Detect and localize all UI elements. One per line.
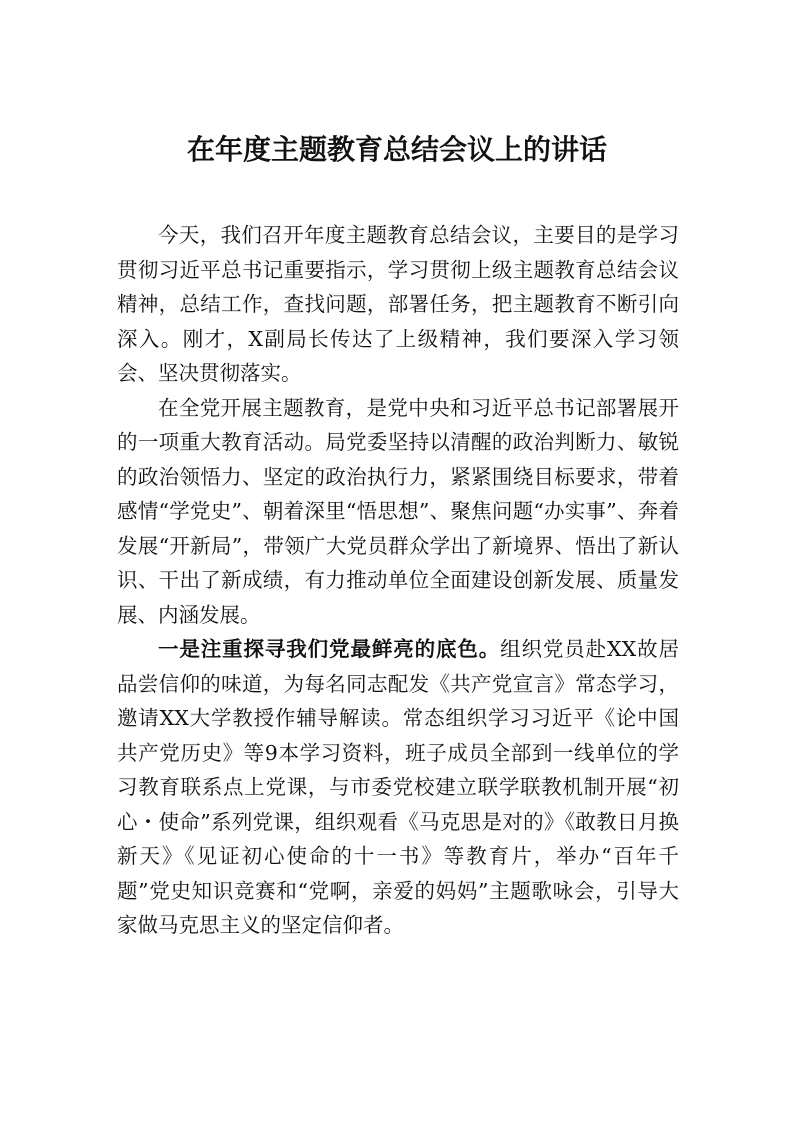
document-title: 在年度主题教育总结会议上的讲话 [186, 133, 607, 166]
paragraph-3-lead: 一是注重探寻我们党最鲜亮的底色。 [158, 637, 501, 661]
paragraph-3-text: 组织党员赴XX故居品尝信仰的味道，为每名同志配发《共产党宣言》常态学习，邀请XX大学教授作辅导解读。常态组织学习习近平《论中国共产党历史》等9本学习资料，班子成员全部到一线单位的学习教育联系点上党课，与市委党校建立联学联教机制开展“初心・使命”系列党课，组织观看《马克思是对的》《敢教日月换新天》《见证初心使命的十一书》等教育片，举办“百年千题”党史知识竞赛和“党啊，亲爱的妈妈”主题歌咏会，引导大家做马克思主义的坚定信仰者。 [117, 637, 679, 937]
paragraph-2-text: 在全党开展主题教育，是党中央和习近平总书记部署展开的一项重大教育活动。局党委坚持以清醒的政治判断力、敏锐的政治领悟力、坚定的政治执行力，紧紧围绕目标要求，带着感情“学党史”、朝着深里“悟思想”、聚焦问题“办实事”、奔着发展“开新局”，带领广大党员群众学出了新境界、悟出了新认识、干出了新成绩，有力推动单位全面建设创新发展、质量发展、内涵发展。 [117, 395, 679, 627]
paragraph-1 [117, 218, 679, 391]
paragraph-1-text: 今天，我们召开年度主题教育总结会议，主要目的是学习贯彻习近平总书记重要指示，学习贯彻上级主题教育总结会议精神，总结工作，查找问题，部署任务，把主题教育不断引向深入。刚才，X副局长传达了上级精神，我们要深入学习领会、坚决贯彻落实。 [117, 223, 679, 385]
paragraph-2 [117, 391, 679, 633]
document-body [117, 218, 679, 943]
paragraph-3 [117, 632, 679, 943]
